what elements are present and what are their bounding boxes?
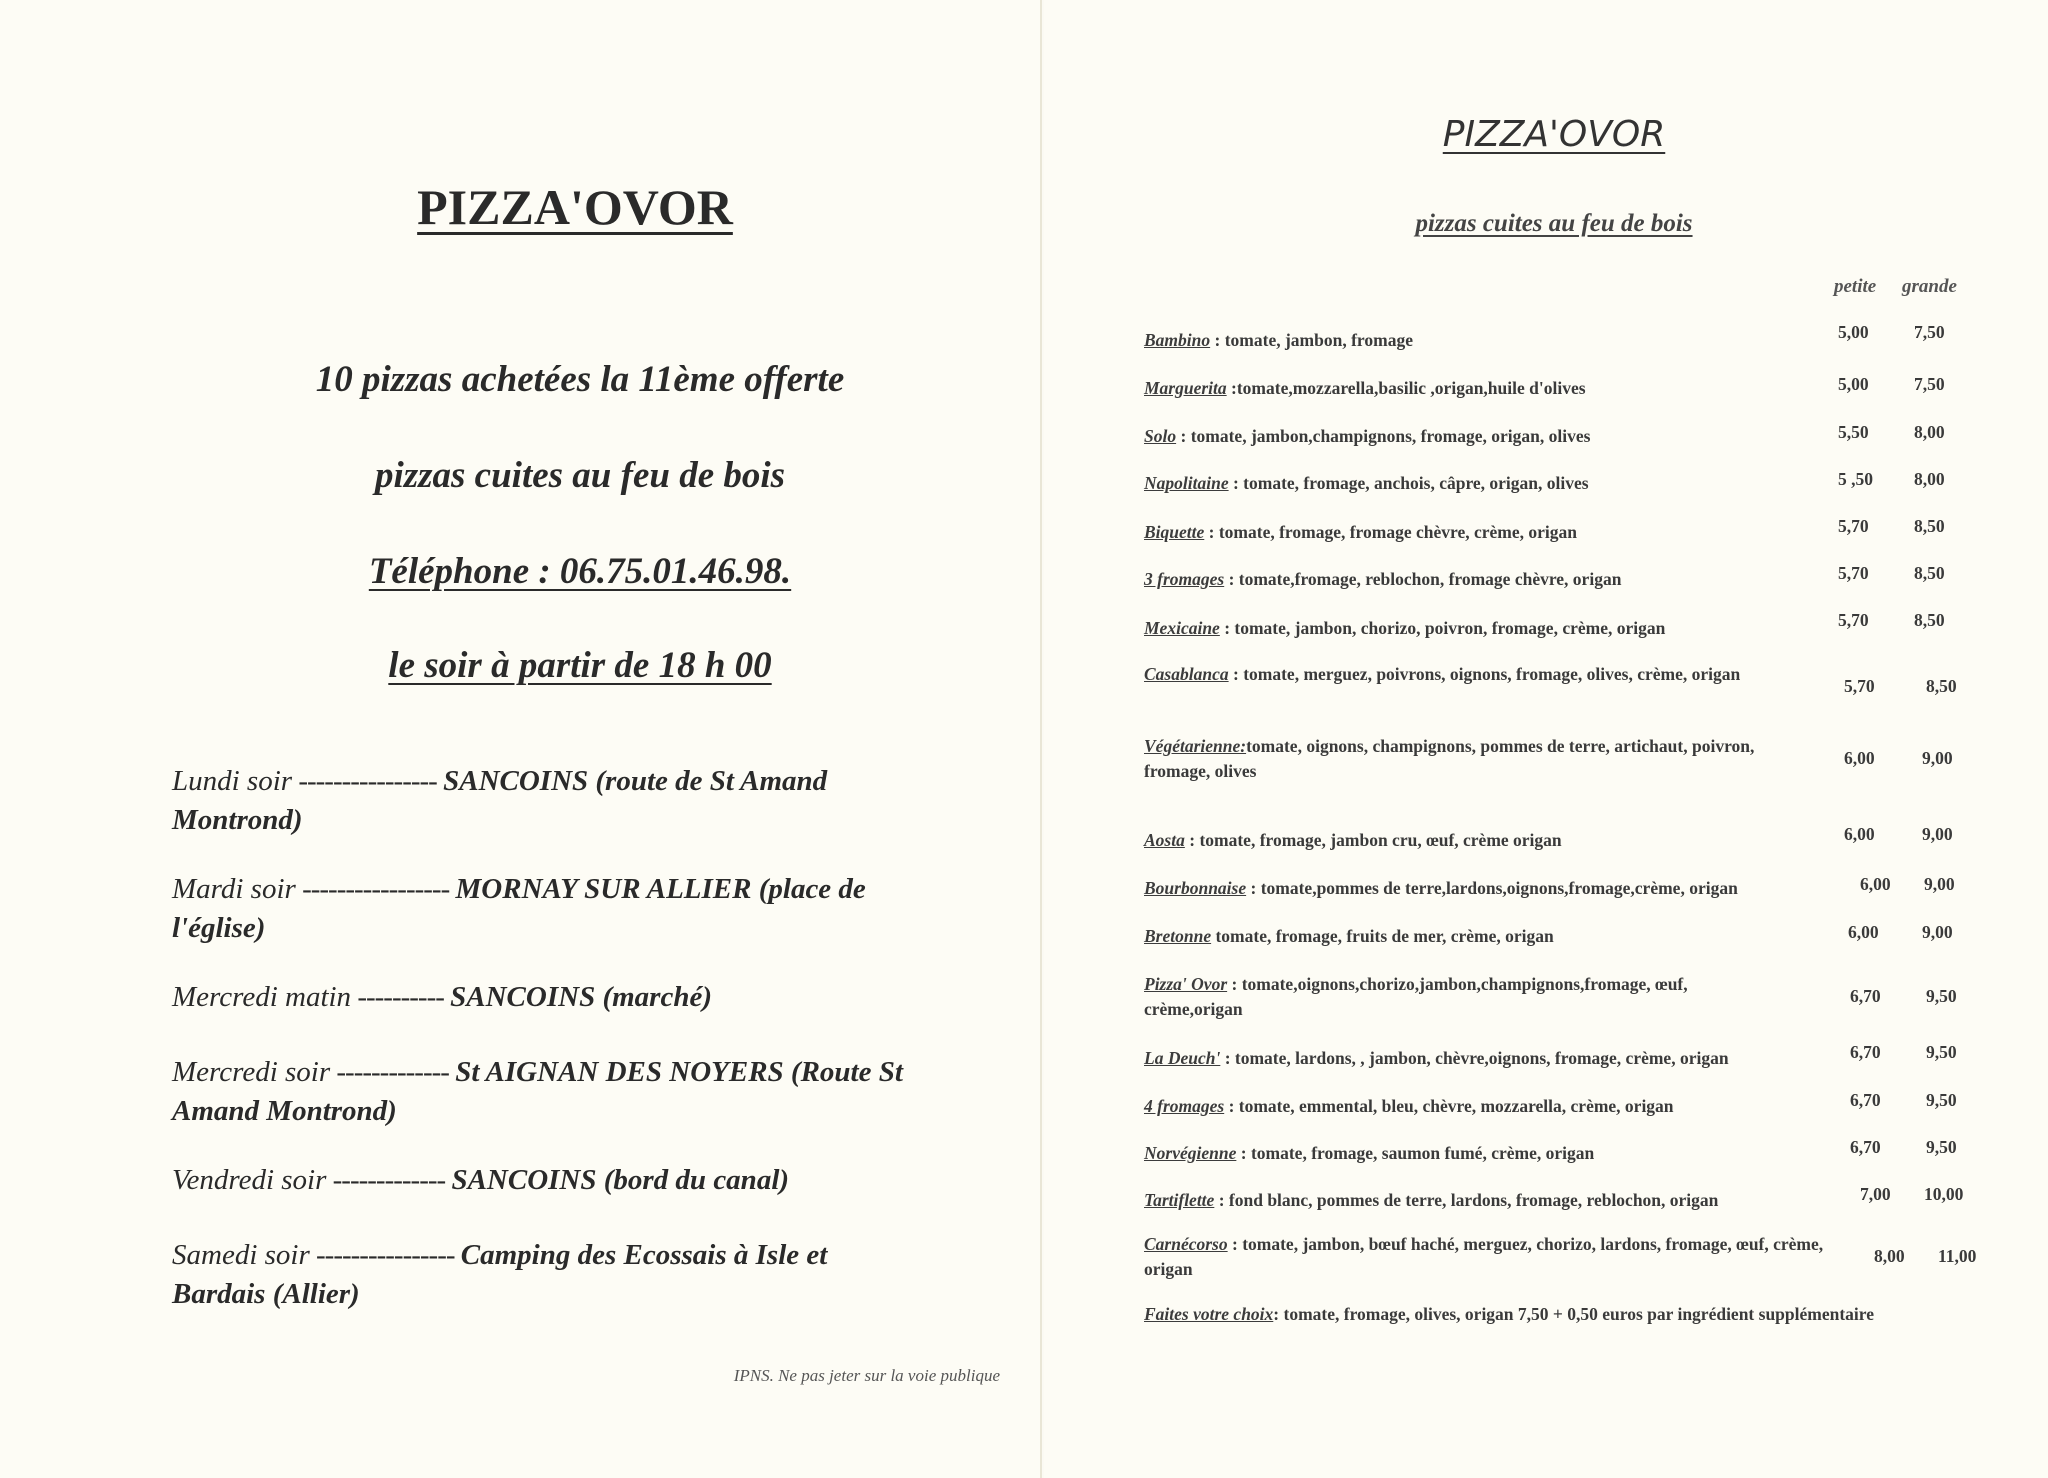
price-grande: 9,50 (1926, 986, 1957, 1006)
pizza-ingredients: tomate, jambon, chorizo, poivron, fromage, crème, origan (1234, 618, 1666, 638)
price-petite: 5,00 (1838, 322, 1869, 342)
pizza-ingredients: tomate, merguez, poivrons, oignons, fromage, olives, crème, origan (1243, 664, 1741, 684)
opening-hours: le soir à partir de 18 h 00 (388, 645, 772, 686)
pizza-name: 3 fromages (1144, 569, 1225, 589)
price-petite: 6,00 (1848, 922, 1879, 942)
price-petite: 6,00 (1844, 748, 1875, 768)
price-grande: 7,50 (1914, 322, 1945, 342)
pizza-name: Pizza' Ovor (1144, 974, 1228, 994)
price-petite: 6,00 (1844, 824, 1875, 844)
right-title: PIZZA'OVOR (1442, 114, 1666, 155)
pizza-ingredients: tomate,oignons,chorizo,jambon,champignons,fromage, œuf, crème,origan (1144, 974, 1688, 1019)
pizza-ingredients: tomate,pommes de terre,lardons,oignons,fromage,crème, origan (1260, 878, 1738, 898)
pizza-ingredients: tomate, jambon,champignons, fromage, origan, olives (1190, 426, 1591, 446)
schedule-item: Mardi soir ----------------- MORNAY SUR ALLIER (place de l'église) (172, 873, 866, 944)
price-petite: 5 ,50 (1838, 469, 1873, 489)
price-grande: 7,50 (1914, 374, 1945, 394)
pizza-name: Biquette (1144, 522, 1205, 542)
pizza-name: Faites votre choix (1144, 1304, 1274, 1324)
price-petite: 6,00 (1860, 874, 1891, 894)
price-grande: 8,50 (1926, 676, 1957, 696)
pizza-name: Bretonne (1144, 926, 1212, 946)
legal-footnote: IPNS. Ne pas jeter sur la voie publique (733, 1366, 1000, 1385)
price-petite: 6,70 (1850, 986, 1881, 1006)
price-petite: 5,00 (1838, 374, 1869, 394)
price-petite: 5,70 (1844, 676, 1875, 696)
pizza-name: Casablanca (1144, 664, 1229, 684)
pizza-name: Marguerita (1144, 378, 1227, 398)
price-grande: 9,50 (1926, 1042, 1957, 1062)
pizza-name: Aosta (1144, 830, 1185, 850)
pizza-ingredients: tomate,mozzarella,basilic ,origan,huile d'olives (1236, 378, 1586, 398)
price-grande: 8,00 (1914, 469, 1945, 489)
schedule-item: Lundi soir ---------------- SANCOINS (route de St Amand Montrond) (172, 765, 828, 836)
pizza-name: Bambino (1144, 330, 1211, 350)
price-petite: 5,50 (1838, 422, 1869, 442)
pizza-ingredients: tomate, fromage, fruits de mer, crème, origan (1215, 926, 1554, 946)
price-grande: 9,00 (1922, 922, 1953, 942)
price-grande: 10,00 (1924, 1184, 1964, 1204)
phone-number: Téléphone : 06.75.01.46.98. (368, 551, 792, 592)
price-petite: 6,70 (1850, 1042, 1881, 1062)
column-header-grande: grande (1902, 276, 1957, 297)
pizza-ingredients: tomate, jambon, fromage (1224, 330, 1413, 350)
pizza-name: Tartiflette (1144, 1190, 1215, 1210)
schedule-item: Mercredi matin ---------- SANCOINS (marché) (172, 981, 712, 1013)
pizza-ingredients: tomate,fromage, reblochon, fromage chèvre, origan (1238, 569, 1622, 589)
price-petite: 8,00 (1874, 1246, 1905, 1266)
price-petite: 6,70 (1850, 1090, 1881, 1110)
pizza-ingredients: tomate, jambon, bœuf haché, merguez, chorizo, lardons, fromage, œuf, crème, origan (1144, 1234, 1824, 1279)
price-grande: 8,50 (1914, 610, 1945, 630)
right-subtitle: pizzas cuites au feu de bois (1415, 210, 1693, 237)
pizza-name: Végétarienne: (1144, 736, 1247, 756)
column-header-petite: petite (1834, 276, 1877, 297)
price-petite: 7,00 (1860, 1184, 1891, 1204)
schedule-item: Vendredi soir ------------- SANCOINS (bord du canal) (172, 1164, 790, 1196)
price-grande: 8,00 (1914, 422, 1945, 442)
pizza-name: Bourbonnaise (1144, 878, 1247, 898)
price-petite: 5,70 (1838, 563, 1869, 583)
pizza-ingredients: tomate, fromage, anchois, câpre, origan, olives (1243, 473, 1589, 493)
pizza-ingredients: tomate, fromage, fromage chèvre, crème, origan (1218, 522, 1577, 542)
schedule-item: Mercredi soir ------------- St AIGNAN DES NOYERS (Route St Amand Montrond) (172, 1056, 903, 1127)
price-grande: 8,50 (1914, 516, 1945, 536)
price-petite: 6,70 (1850, 1137, 1881, 1157)
left-title: PIZZA'OVOR (417, 179, 733, 235)
pizza-ingredients: tomate, fromage, olives, origan 7,50 + 0,50 euros par ingrédient supplémentaire (1283, 1304, 1875, 1324)
pizza-name: Carnécorso (1144, 1234, 1228, 1254)
cooking-method: pizzas cuites au feu de bois (374, 455, 786, 496)
weekly-schedule (172, 762, 1012, 1344)
schedule-item: Samedi soir ---------------- Camping des Ecossais à Isle et Bardais (Allier) (172, 1239, 828, 1310)
pizza-ingredients: tomate, fromage, saumon fumé, crème, origan (1250, 1143, 1595, 1163)
pizza-ingredients: tomate, oignons, champignons, pommes de terre, artichaut, poivron, fromage, olives (1144, 736, 1755, 781)
pizza-ingredients: tomate, fromage, jambon cru, œuf, crème origan (1199, 830, 1562, 850)
price-grande: 9,00 (1924, 874, 1955, 894)
price-petite: 5,70 (1838, 610, 1869, 630)
pizza-name: Norvégienne (1144, 1143, 1237, 1163)
price-grande: 11,00 (1938, 1246, 1977, 1266)
price-grande: 9,00 (1922, 748, 1953, 768)
pizza-name: 4 fromages (1144, 1096, 1225, 1116)
pizza-name: La Deuch' (1144, 1048, 1221, 1068)
pizza-ingredients: fond blanc, pommes de terre, lardons, fromage, reblochon, origan (1228, 1190, 1719, 1210)
price-grande: 9,50 (1926, 1137, 1957, 1157)
price-grande: 9,50 (1926, 1090, 1957, 1110)
pizza-name: Solo (1144, 426, 1177, 446)
pizza-ingredients: tomate, lardons, , jambon, chèvre,oignons, fromage, crème, origan (1234, 1048, 1729, 1068)
loyalty-offer: 10 pizzas achetées la 11ème offerte (315, 359, 845, 400)
price-grande: 8,50 (1914, 563, 1945, 583)
pizza-ingredients: tomate, emmental, bleu, chèvre, mozzarella, crème, origan (1238, 1096, 1674, 1116)
pizza-name: Napolitaine (1144, 473, 1229, 493)
price-grande: 9,00 (1922, 824, 1953, 844)
right-page: PIZZA'OVOR pizzas cuites au feu de bois petite grande Bambino : tomate, jambon, fromage 5,00 7,50 Marguerita :tomate,mozzarella,basilic ,origan,huile d'olives 5,00 7,50 Solo : tomate, jambon,champignons, fromage, origan, olives 5,50 8,00 Napolitaine : tomate, fromage, anchois, câpre, origan, olives 5 ,50 8,00 Biquette : tomate, fromage, fromage chèvre, crème, origan 5,70 8,50 3 fromages : tomate,fromage, reblochon, fromage chèvre, origan 5,70 8,50 Mexicaine : tomate, jambon, chorizo, poivron, fromage, crème, origan 5,70 8,50 Casablanca : tomate, merguez, poivrons, oignons, fromage, olives, crème, origan 5,70 8,50 Végétarienne:tomate, oignons, champignons, pommes de terre, artichaut, poivron, fromage, olives 6,00 9,00 Aosta : tomate, fromage, jambon cru, œuf, crème origan 6,00 9,00 Bourbonnaise : tomate,pommes de terre,lardons,oignons,fromage,crème, origan 6,00 9,00 Bretonne tomate, fromage, fruits de mer, crème, origan 6,00 9,00 Pizza' Ovor : tomate,oignons,chorizo,jambon,champignons,fromage, œuf, crème,origan 6,70 9,50 La Deuch' : tomate, lardons, , jambon, chèvre,oignons, fromage, crème, origan 6,70 9,50 4 fromages : tomate, emmental, bleu, chèvre, mozzarella, crème, origan 6,70 9,50 Norvégienne : tomate, fromage, saumon fumé, crème, origan 6,70 9,50 Tartiflette : fond blanc, pommes de terre, lardons, fromage, reblochon, origan 7,00 10,00 Carnécorso : tomate, jambon, bœuf haché, merguez, chorizo, lardons, fromage, œuf, crème, origan 8,00 11,00 Faites votre choix: tomate, fromage, olives, origan 7,50 + 0,50 euros par ingrédient supplémentaire (1044, 0, 2048, 1478)
price-petite: 5,70 (1838, 516, 1869, 536)
pizza-name: Mexicaine (1144, 618, 1220, 638)
